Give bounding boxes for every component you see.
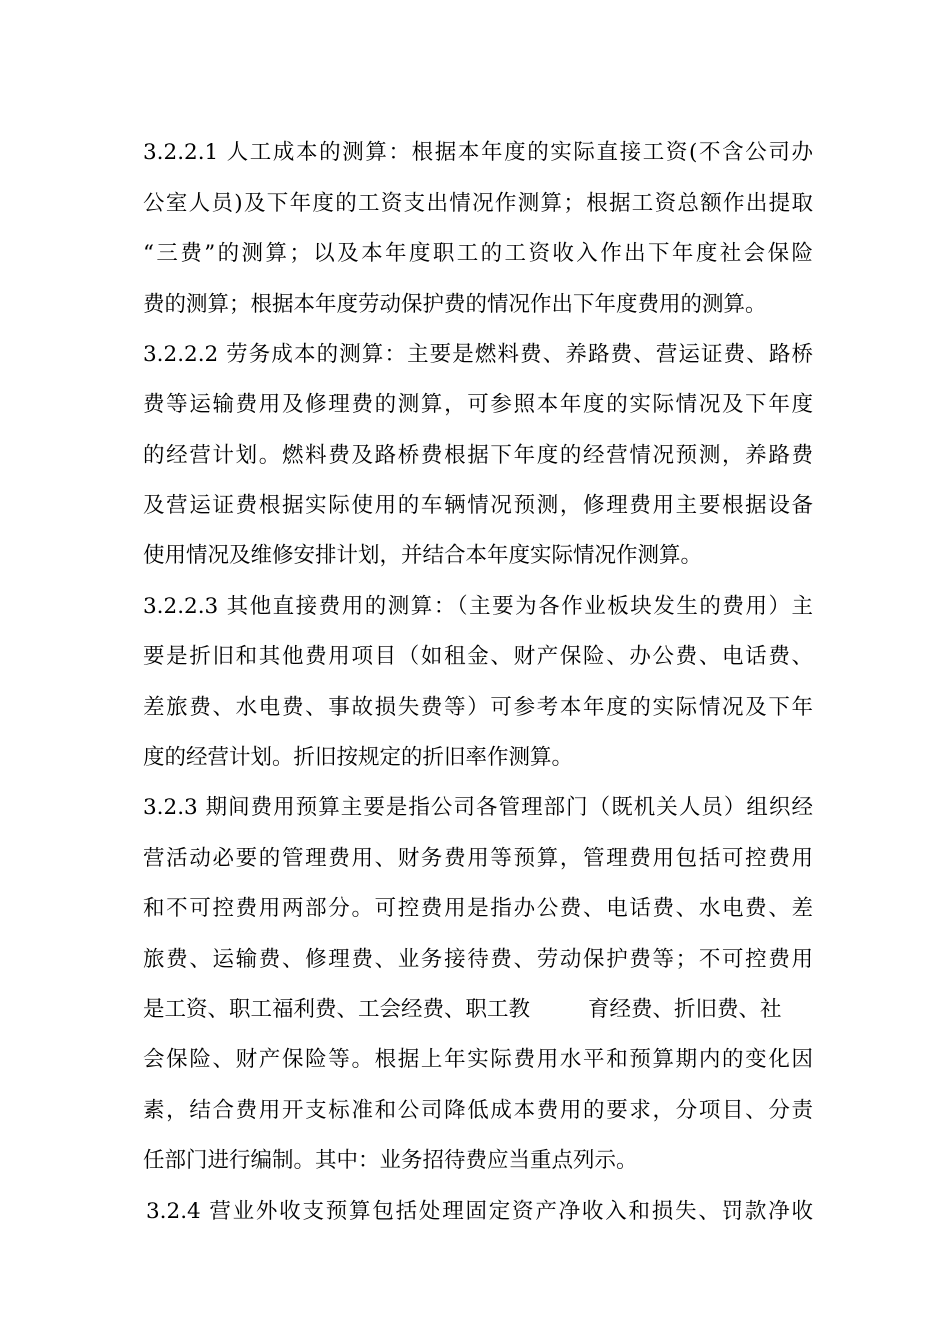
text-line: “三费”的测算；以及本年度职工的工资收入作出下年度社会保险 xyxy=(143,241,813,266)
text-line: 3.2.2.2 劳务成本的测算：主要是燃料费、养路费、营运证费、路桥 xyxy=(143,342,813,367)
text-line: 任部门进行编制。其中：业务招待费应当重点列示。 xyxy=(143,1148,638,1173)
text-line-part-2: 育经费、折旧费、社 xyxy=(588,997,782,1022)
text-line: 费的测算；根据本年度劳动保护费的情况作出下年度费用的测算。 xyxy=(143,292,767,317)
text-line: 费等运输费用及修理费的测算，可参照本年度的实际情况及下年度 xyxy=(143,392,813,417)
text-line: 的经营计划。燃料费及路桥费根据下年度的经营情况预测，养路费 xyxy=(143,443,813,468)
text-line: 公室人员)及下年度的工资支出情况作测算；根据工资总额作出提取 xyxy=(143,191,813,216)
text-line: 3.2.4 营业外收支预算包括处理固定资产净收入和损失、罚款净收 xyxy=(146,1199,813,1224)
text-line: 营活动必要的管理费用、财务费用等预算，管理费用包括可控费用 xyxy=(143,846,813,871)
text-line-split xyxy=(143,990,813,1030)
text-line-part-1: 是工资、职工福利费、工会经费、职工教 xyxy=(143,997,531,1022)
text-line: 会保险、财产保险等。根据上年实际费用水平和预算期内的变化因 xyxy=(143,1047,813,1072)
text-line: 素，结合费用开支标准和公司降低成本费用的要求，分项目、分责 xyxy=(143,1098,813,1123)
text-line: 及营运证费根据实际使用的车辆情况预测，修理费用主要根据设备 xyxy=(143,493,813,518)
text-line: 差旅费、水电费、事故损失费等）可参考本年度的实际情况及下年 xyxy=(143,695,813,720)
text-line: 3.2.2.3 其他直接费用的测算：（主要为各作业板块发生的费用）主 xyxy=(143,594,813,619)
text-line: 使用情况及维修安排计划，并结合本年度实际情况作测算。 xyxy=(143,543,703,568)
text-line: 3.2.3 期间费用预算主要是指公司各管理部门（既机关人员）组织经 xyxy=(143,795,813,820)
text-line: 度的经营计划。折旧按规定的折旧率作测算。 xyxy=(143,745,574,770)
text-line: 要是折旧和其他费用项目（如租金、财产保险、办公费、电话费、 xyxy=(143,644,813,669)
text-line: 旅费、运输费、修理费、业务接待费、劳动保护费等；不可控费用 xyxy=(143,947,813,972)
text-line: 3.2.2.1 人工成本的测算：根据本年度的实际直接工资(不含公司办 xyxy=(143,140,813,165)
text-line: 和不可控费用两部分。可控费用是指办公费、电话费、水电费、差 xyxy=(143,896,813,921)
